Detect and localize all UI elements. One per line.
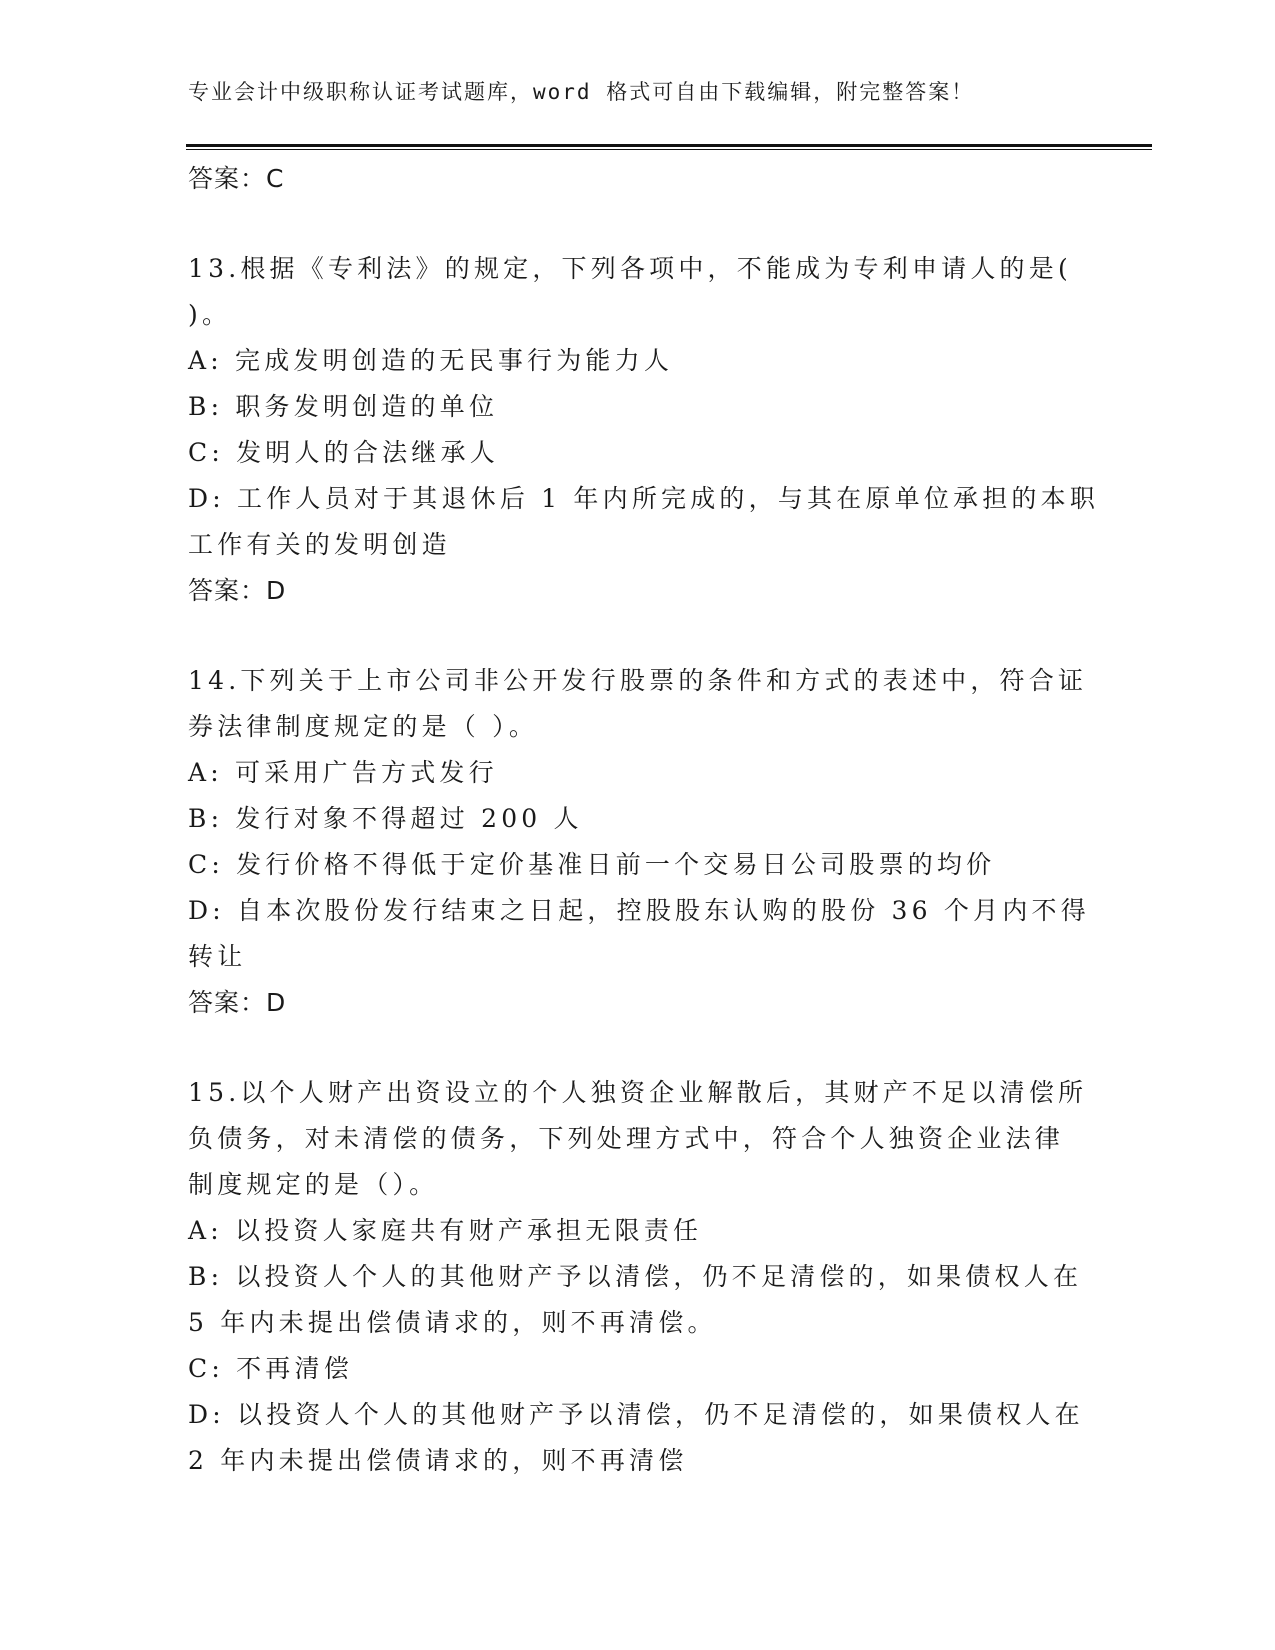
question-stem-line: 14.下列关于上市公司非公开发行股票的条件和方式的表述中，符合证 [188, 666, 1088, 695]
question-stem-line: 券法律制度规定的是（ ）。 [188, 712, 539, 741]
option-d-continued: 2 年内未提出偿债请求的，则不再清偿 [188, 1446, 688, 1475]
question-stem-line: 负债务，对未清偿的债务，下列处理方式中，符合个人独资企业法律 [188, 1124, 1065, 1153]
option-b: B: 发行对象不得超过 200 人 [188, 804, 583, 833]
question-stem-line: )。 [188, 300, 232, 329]
answer-line: 答案：D [188, 988, 287, 1017]
option-c: C: 发行价格不得低于定价基准日前一个交易日公司股票的均价 [188, 850, 996, 879]
header-rule-thin [186, 149, 1152, 150]
option-c: C: 发明人的合法继承人 [188, 438, 499, 467]
option-d: D: 工作人员对于其退休后 1 年内所完成的，与其在原单位承担的本职 [188, 484, 1100, 513]
option-a: A: 完成发明创造的无民事行为能力人 [188, 346, 674, 375]
question-stem-line: 制度规定的是（）。 [188, 1170, 439, 1199]
page-header: 专业会计中级职称认证考试题库，word 格式可自由下载编辑，附完整答案！ [188, 80, 975, 104]
option-d: D: 自本次股份发行结束之日起，控股股东认购的股份 36 个月内不得 [188, 896, 1090, 925]
question-stem-line: 13.根据《专利法》的规定，下列各项中，不能成为专利申请人的是( [188, 254, 1072, 283]
option-a: A: 可采用广告方式发行 [188, 758, 498, 787]
option-c: C: 不再清偿 [188, 1354, 353, 1383]
option-d: D: 以投资人个人的其他财产予以清偿，仍不足清偿的，如果债权人在 [188, 1400, 1084, 1429]
question-14 [188, 658, 1088, 1026]
answer-line: 答案：C [188, 164, 285, 193]
question-list [188, 156, 1100, 1484]
option-b: B: 以投资人个人的其他财产予以清偿，仍不足清偿的，如果债权人在 [188, 1262, 1083, 1291]
option-d-continued: 工作有关的发明创造 [188, 530, 451, 559]
question-15 [188, 1070, 1088, 1484]
header-rule-thick [186, 144, 1152, 147]
question-stem-line: 15.以个人财产出资设立的个人独资企业解散后，其财产不足以清偿所 [188, 1078, 1088, 1107]
option-a: A: 以投资人家庭共有财产承担无限责任 [188, 1216, 703, 1245]
option-b: B: 职务发明创造的单位 [188, 392, 499, 421]
option-d-continued: 转让 [188, 942, 247, 971]
answer-line: 答案：D [188, 576, 287, 605]
question-13 [188, 246, 1100, 614]
option-b-continued: 5 年内未提出偿债请求的，则不再清偿。 [188, 1308, 717, 1337]
